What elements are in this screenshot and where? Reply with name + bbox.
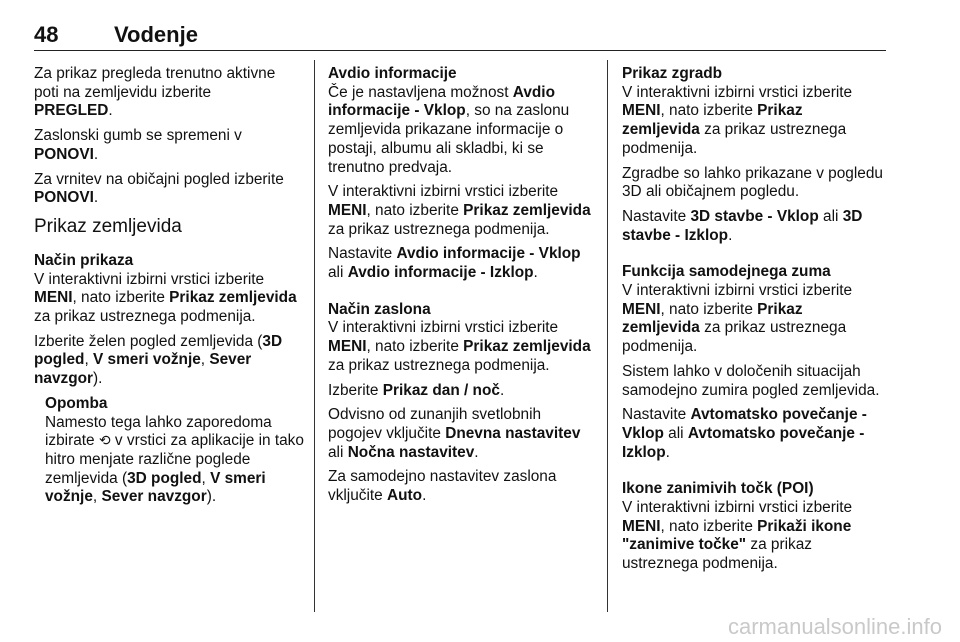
note-block	[34, 395, 304, 507]
subsection-heading: Prikaz zgradb	[622, 65, 723, 82]
paragraph: Nastavite Avtomatsko povečanje - Vklop ali Avtomatsko povečanje - Izklop.	[622, 406, 867, 461]
watermark: carmanualsonline.info	[727, 614, 942, 639]
dial-icon: ⟲	[98, 432, 111, 449]
chapter-title: Vodenje	[114, 22, 198, 47]
section-heading: Prikaz zemljevida	[34, 215, 182, 237]
paragraph: Nastavite Avdio informacije - Vklop ali Avdio informacije - Izklop.	[328, 245, 581, 282]
paragraph: Če je nastavljena možnost Avdio informacije - Vklop, so na zaslonu zemljevida prikazane informacije o postaji, albumu ali skladbi, ki se trenutno predvaja.	[328, 83, 570, 176]
subsection-heading: Avdio informacije	[328, 65, 457, 82]
subsection-heading: Funkcija samodejnega zuma	[622, 263, 831, 281]
paragraph: Za samodejno nastavitev zaslona vključite Auto.	[328, 468, 557, 505]
paragraph: Izberite želen pogled zemljevida (3D pogled, V smeri vožnje, Sever navzgor).	[34, 332, 283, 388]
paragraph: Izberite Prikaz dan / noč.	[328, 381, 505, 399]
paragraph: Za prikaz pregleda trenutno aktivne poti na zemljevidu izberite PREGLED.	[34, 65, 276, 120]
subsection-heading: Ikone zanimivih točk (POI)	[622, 480, 814, 498]
paragraph: Za vrnitev na običajni pogled izberite PONOVI.	[34, 170, 284, 207]
page-header	[34, 22, 886, 48]
paragraph: Nastavite 3D stavbe - Vklop ali 3D stavbe - Izklop.	[622, 207, 863, 244]
paragraph: V interaktivni izbirni vrstici izberite MENI, nato izberite Prikaži ikone "zanimive točke" za prikaz ustreznega podmenija.	[622, 499, 853, 573]
note-text: Namesto tega lahko zaporedoma izbirate ⟲ v vrstici za aplikacije in tako hitro menjate različne poglede zemljevida (3D pogled, V smeri vožnje, Sever navzgor).	[45, 413, 304, 506]
paragraph: V interaktivni izbirni vrstici izberite MENI, nato izberite Prikaz zemljevida za prikaz ustreznega podmenija.	[328, 183, 591, 238]
column-3	[622, 65, 884, 580]
column-divider	[314, 60, 315, 612]
column-1	[34, 65, 304, 513]
paragraph: Sistem lahko v določenih situacijah samodejno zumira pogled zemljevida.	[622, 362, 880, 399]
header-rule	[34, 50, 886, 51]
paragraph: V interaktivni izbirni vrstici izberite MENI, nato izberite Prikaz zemljevida za prikaz ustreznega podmenija.	[622, 282, 853, 356]
paragraph: V interaktivni izbirni vrstici izberite MENI, nato izberite Prikaz zemljevida za prikaz ustreznega podmenija.	[328, 319, 591, 374]
paragraph: V interaktivni izbirni vrstici izberite MENI, nato izberite Prikaz zemljevida za prikaz ustreznega podmenija.	[622, 83, 853, 157]
subsection-heading: Način zaslona	[328, 300, 431, 318]
page-number: 48	[34, 22, 59, 47]
subsection-heading: Način prikaza	[34, 251, 134, 269]
paragraph: V interaktivni izbirni vrstici izberite MENI, nato izberite Prikaz zemljevida za prikaz ustreznega podmenija.	[34, 270, 297, 326]
paragraph: Zgradbe so lahko prikazane v pogledu 3D ali običajnem pogledu.	[622, 164, 883, 201]
note-title: Opomba	[45, 394, 108, 412]
column-2	[328, 65, 598, 512]
paragraph: Odvisno od zunanjih svetlobnih pogojev vključite Dnevna nastavitev ali Nočna nastavitev.	[328, 406, 581, 461]
column-divider	[607, 60, 608, 612]
paragraph: Zaslonski gumb se spremeni v PONOVI.	[34, 127, 242, 163]
